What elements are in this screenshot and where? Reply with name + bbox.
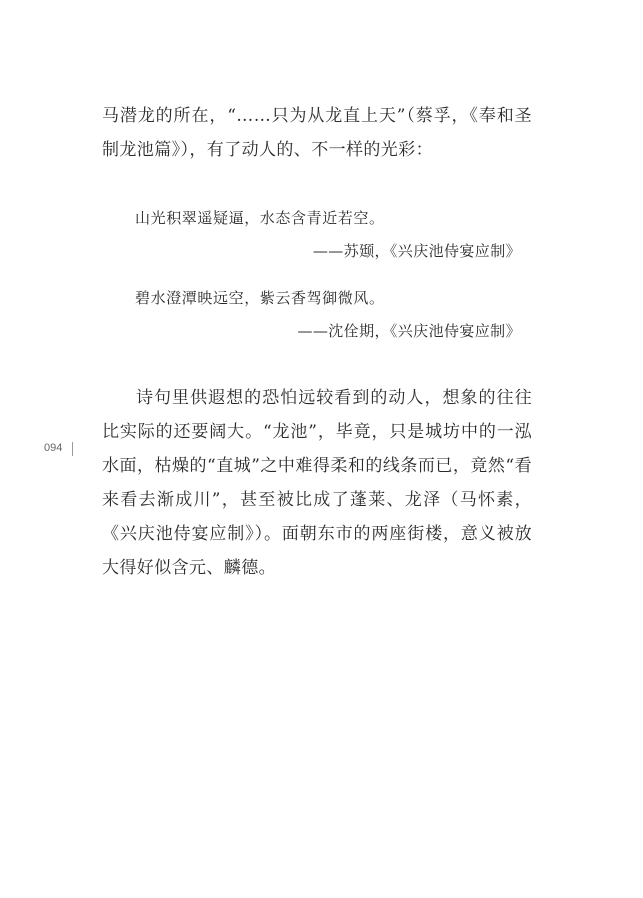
quote-line-1: 山光积翠遥疑逼，水态含青近若空。 — [135, 209, 385, 227]
quote-attribution-1: ——苏颋，《兴庆池侍宴应制》 — [312, 242, 521, 260]
quote-attribution-2: ——沈佺期，《兴庆池侍宴应制》 — [297, 322, 521, 340]
paragraph-bottom: 诗句里供遐想的恐怕远较看到的动人，想象的往往比实际的还要阔大。“龙池”，毕竟，只是城坊中的一泓水面，枯燥的“直城”之中难得柔和的线条而已，竟然“看来看去渐成川”，甚至被比成了蓬莱、龙泽（马怀素，《兴庆池侍宴应制》）。面朝东市的两座街楼，意义被放大得好似含元、麟德。 — [102, 388, 532, 578]
page-number-divider — [72, 442, 73, 456]
page-number: 094 — [44, 442, 63, 454]
paragraph-top: 马潜龙的所在，“……只为从龙直上天”（蔡孚，《奉和圣制龙池篇》），有了动人的、不一样的光彩： — [102, 106, 532, 160]
quote-line-2: 碧水澄潭映远空，紫云香驾御微风。 — [135, 289, 385, 307]
